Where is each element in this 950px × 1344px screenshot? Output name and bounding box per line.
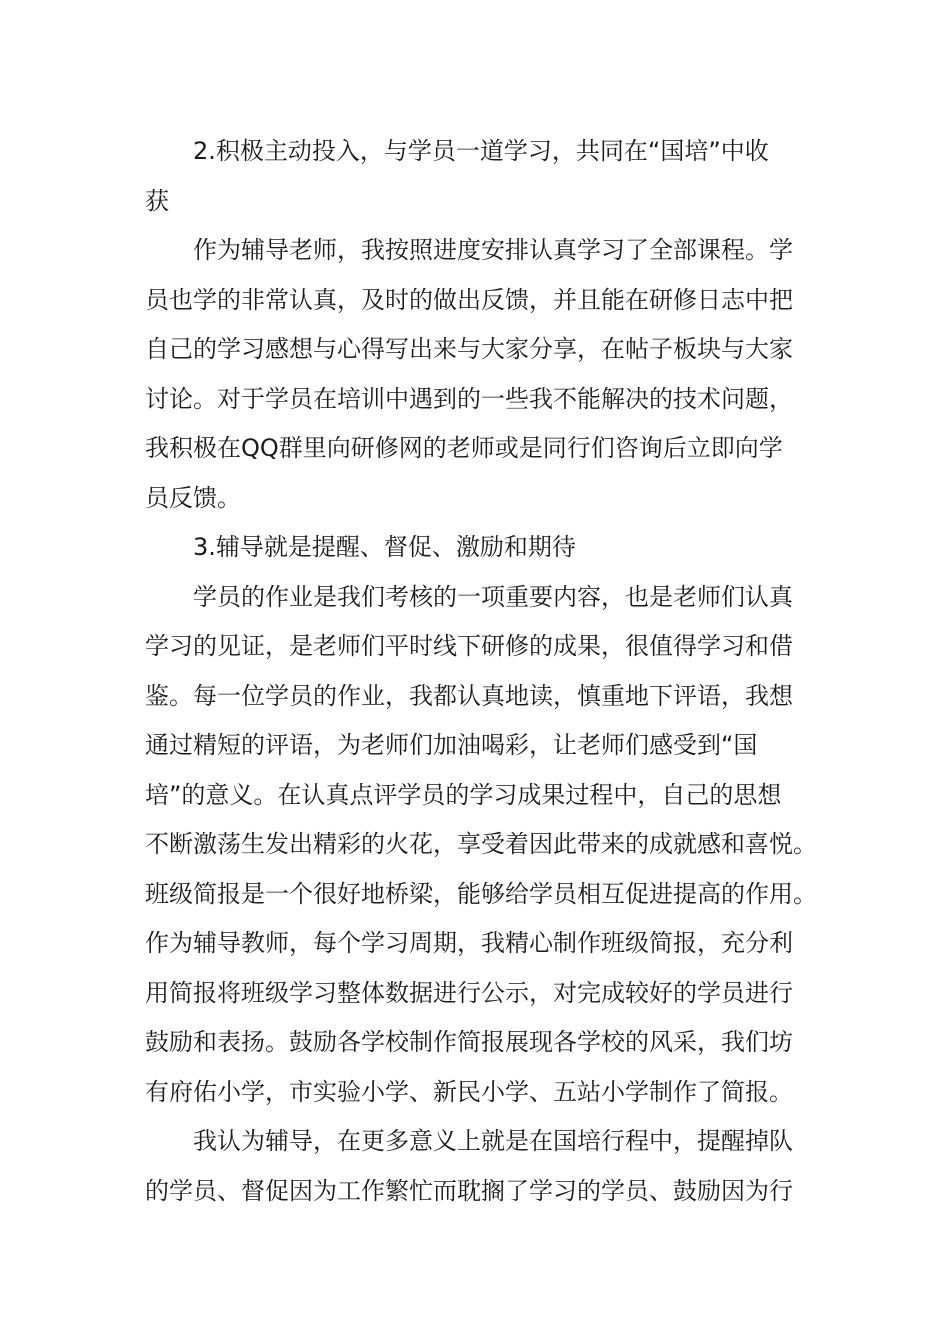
text-line: 获 bbox=[145, 186, 169, 215]
text-line: 我积极在QQ群里向研修网的老师或是同行们咨询后立即向学 bbox=[145, 434, 783, 462]
text-line: 鉴。每一位学员的作业，我都认真地读，慎重地下评语，我想 bbox=[145, 681, 793, 710]
text-line: 通过精短的评语，为老师们加油喝彩，让老师们感受到“国 bbox=[145, 731, 758, 759]
text-line: 员反馈。 bbox=[145, 483, 241, 512]
text-line: 学员的作业是我们考核的一项重要内容，也是老师们认真 bbox=[193, 582, 793, 611]
text-line: 2.积极主动投入，与学员一道学习，共同在“国培”中收 bbox=[193, 137, 769, 165]
text-line: 培”的意义。在认真点评学员的学习成果过程中，自己的思想 bbox=[145, 780, 782, 809]
text-line: 鼓励和表扬。鼓励各学校制作简报展现各学校的风采，我们坊 bbox=[145, 1028, 793, 1056]
text-line: 自己的学习感想与心得写出来与大家分享，在帖子板块与大家 bbox=[145, 335, 793, 363]
text-line: 3.辅导就是提醒、督促、激励和期待 bbox=[193, 533, 576, 561]
text-line: 学习的见证，是老师们平时线下研修的成果，很值得学习和借 bbox=[145, 632, 793, 660]
text-line: 员也学的非常认真，及时的做出反馈，并且能在研修日志中把 bbox=[145, 285, 793, 314]
document-body bbox=[145, 127, 817, 1216]
text-line: 不断激荡生发出精彩的火花，享受着因此带来的成就感和喜悦。 bbox=[145, 830, 817, 858]
text-line: 我认为辅导，在更多意义上就是在国培行程中，提醒掉队 bbox=[193, 1127, 793, 1155]
text-line: 班级简报是一个很好地桥梁，能够给学员相互促进提高的作用。 bbox=[145, 879, 817, 908]
text-line: 讨论。对于学员在培训中遇到的一些我不能解决的技术问题， bbox=[145, 384, 793, 413]
text-line: 有府佑小学，市实验小学、新民小学、五站小学制作了简报。 bbox=[145, 1077, 793, 1106]
text-line: 用简报将班级学习整体数据进行公示，对完成较好的学员进行 bbox=[145, 978, 793, 1007]
text-line: 的学员、督促因为工作繁忙而耽搁了学习的学员、鼓励因为行 bbox=[145, 1176, 793, 1205]
text-line: 作为辅导老师，我按照进度安排认真学习了全部课程。学 bbox=[193, 236, 793, 264]
text-line: 作为辅导教师，每个学习周期，我精心制作班级简报，充分利 bbox=[145, 929, 793, 957]
